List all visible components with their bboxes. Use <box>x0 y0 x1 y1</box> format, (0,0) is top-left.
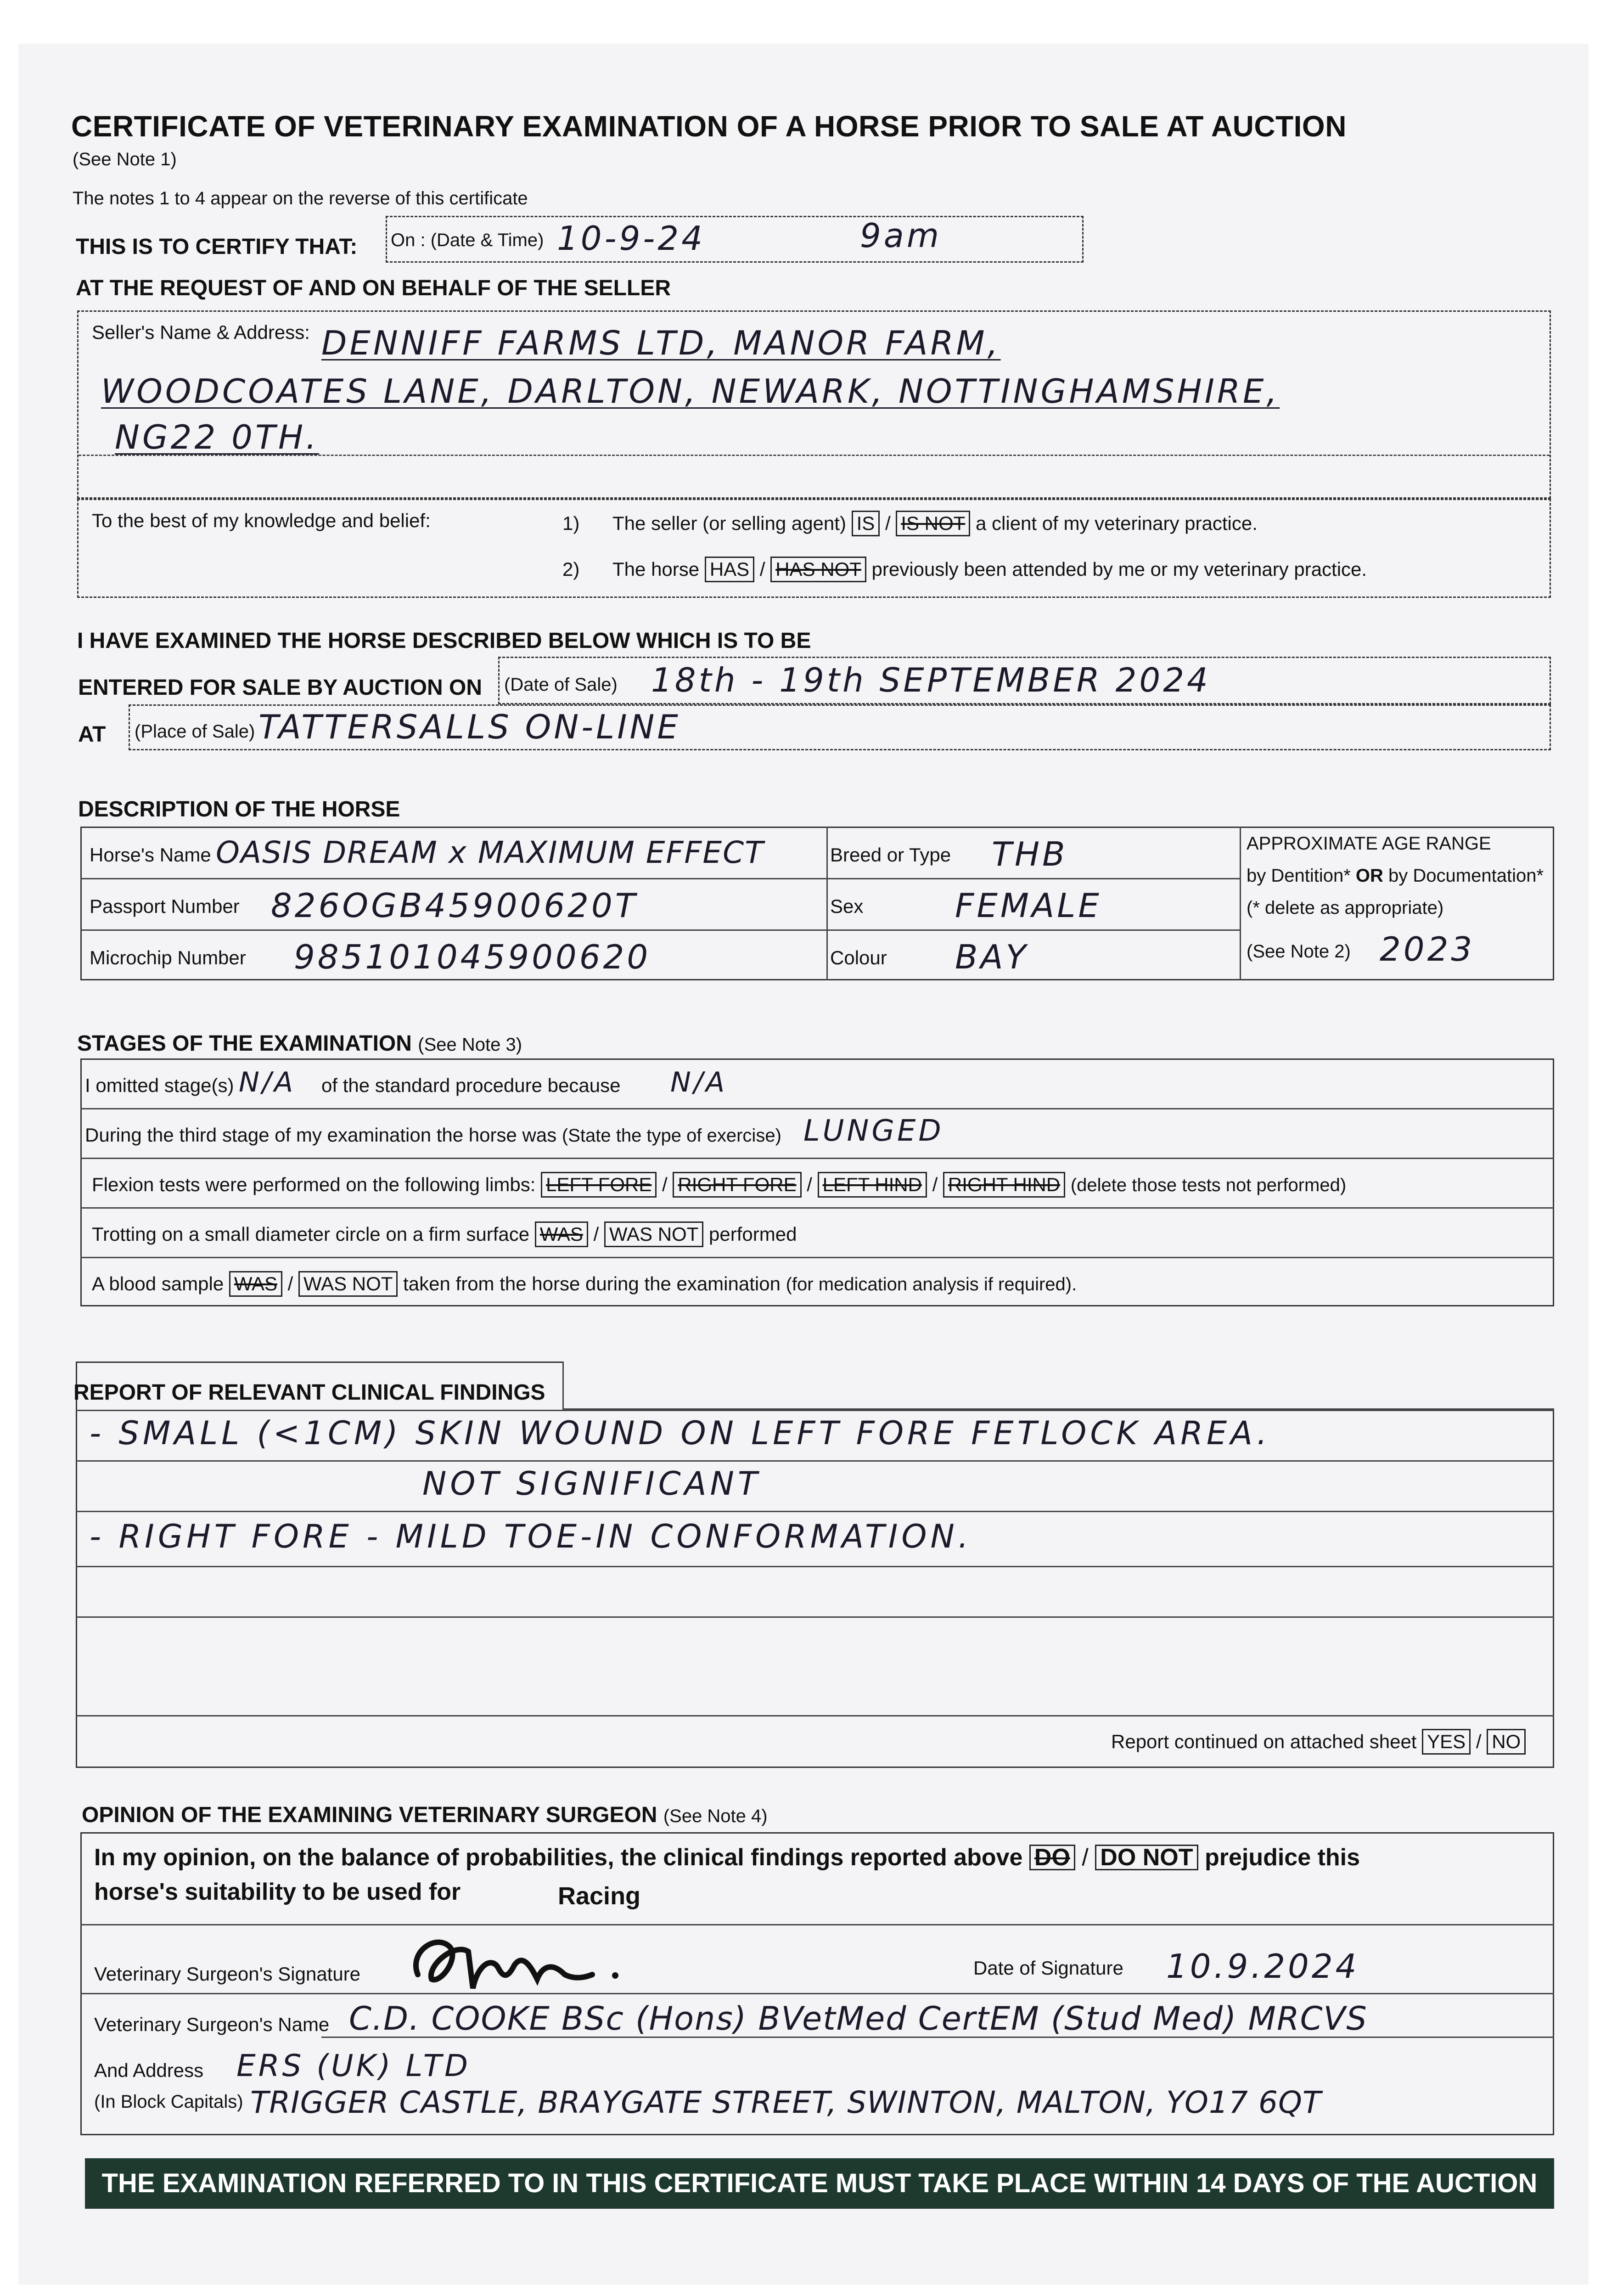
flex-sep-2: / <box>807 1174 812 1195</box>
knowledge-label: To the best of my knowledge and belief: <box>92 510 431 531</box>
trot-row <box>92 1221 797 1247</box>
age-value[interactable]: 2023 <box>1380 930 1475 968</box>
opinion-statement-line-2: horse's suitability to be used for <box>94 1879 461 1905</box>
trot-post: performed <box>709 1223 797 1245</box>
flex-note: (delete those tests not performed) <box>1070 1175 1347 1195</box>
item2-num: 2) <box>562 558 580 580</box>
blood-was-option[interactable]: WAS <box>229 1271 282 1297</box>
passport-value[interactable]: 826OGB45900620T <box>271 886 638 925</box>
seller-line-1[interactable]: DENNIFF FARMS LTD, MANOR FARM, <box>321 324 1001 362</box>
age-heading: APPROXIMATE AGE RANGE <box>1247 833 1491 854</box>
stages-row-divider-1 <box>80 1108 1554 1109</box>
flex-left-hind-option[interactable]: LEFT HIND <box>818 1172 927 1198</box>
request-heading: AT THE REQUEST OF AND ON BEHALF OF THE SELLER <box>76 276 671 300</box>
breed-value[interactable]: THB <box>992 835 1068 873</box>
opinion-see-note: (See Note 4) <box>663 1806 768 1826</box>
trot-was-option[interactable]: WAS <box>535 1221 588 1247</box>
stages-row-divider-3 <box>80 1207 1554 1209</box>
opinion-divider-1 <box>80 1924 1554 1925</box>
item1-num: 1) <box>562 512 580 534</box>
third-stage-label: During the third stage of my examination the horse was <box>85 1124 557 1146</box>
age-by-documentation[interactable]: by Documentation* <box>1388 866 1544 886</box>
breed-label: Breed or Type <box>830 844 951 866</box>
knowledge-item-2 <box>562 557 1367 582</box>
examined-heading: I HAVE EXAMINED THE HORSE DESCRIBED BELOW WHICH IS TO BE <box>77 629 811 653</box>
knowledge-item-1 <box>562 511 1258 536</box>
age-see-note: (See Note 2) <box>1247 941 1351 962</box>
horse-has-not-option[interactable]: HAS NOT <box>770 557 866 582</box>
continued-sep: / <box>1476 1731 1482 1752</box>
stages-row-divider-4 <box>80 1257 1554 1258</box>
date-of-signature-label: Date of Signature <box>973 1957 1123 1979</box>
opinion-sep: / <box>1082 1844 1089 1871</box>
signature-image[interactable] <box>399 1924 638 1998</box>
trot-sep: / <box>593 1223 599 1245</box>
report-heading: REPORT OF RELEVANT CLINICAL FINDINGS <box>73 1380 545 1405</box>
continued-yes-option[interactable]: YES <box>1422 1729 1471 1755</box>
date-of-sale-label: (Date of Sale) <box>504 675 618 695</box>
address-label: And Address <box>94 2060 204 2081</box>
omitted-label: I omitted stage(s) <box>85 1075 234 1096</box>
age-method <box>1247 866 1544 886</box>
opinion-statement <box>94 1844 1360 1871</box>
report-line-3 <box>76 1566 1554 1567</box>
address-line-2[interactable]: TRIGGER CASTLE, BRAYGATE STREET, SWINTON, MALTON, YO17 6QT <box>250 2085 1322 2120</box>
opinion-use-value[interactable]: Racing <box>558 1882 641 1910</box>
vet-name-value[interactable]: C.D. COOKE BSc (Hons) BVetMed CertEM (Stud Med) MRCVS <box>349 2000 1368 2037</box>
horse-name-value[interactable]: OASIS DREAM x MAXIMUM EFFECT <box>216 835 764 870</box>
at-label: AT <box>78 722 106 747</box>
omitted-because: of the standard procedure because <box>321 1075 621 1096</box>
address-block-label: (In Block Capitals) <box>94 2092 243 2112</box>
seller-is-not-option[interactable]: IS NOT <box>896 511 970 536</box>
desc-col-divider-2 <box>1240 827 1241 980</box>
date-of-signature-value[interactable]: 10.9.2024 <box>1166 1947 1359 1986</box>
notes-line: The notes 1 to 4 appear on the reverse of this certificate <box>73 188 528 208</box>
vet-name-underline <box>321 2037 1554 2038</box>
age-or: OR <box>1355 866 1383 886</box>
flexion-label: Flexion tests were performed on the following limbs: <box>92 1174 536 1195</box>
report-header-blank <box>562 1362 1554 1410</box>
age-by-dentition[interactable]: by Dentition* <box>1247 866 1351 886</box>
flex-right-fore-option[interactable]: RIGHT FORE <box>673 1172 801 1198</box>
place-of-sale-label: (Place of Sale) <box>135 721 255 742</box>
signature-label: Veterinary Surgeon's Signature <box>94 1963 361 1985</box>
report-line-2 <box>76 1511 1554 1512</box>
third-stage-row <box>85 1124 781 1146</box>
item1-sep: / <box>885 512 891 534</box>
certificate-title: CERTIFICATE OF VETERINARY EXAMINATION OF A HORSE PRIOR TO SALE AT AUCTION <box>71 110 1347 143</box>
opinion-divider-2 <box>80 1993 1554 1994</box>
desc-row-divider-2 <box>80 929 1240 931</box>
blood-sep: / <box>287 1273 293 1294</box>
horse-name-label: Horse's Name <box>90 844 211 866</box>
see-note-1: (See Note 1) <box>73 149 177 169</box>
colour-label: Colour <box>830 947 887 968</box>
opinion-heading: OPINION OF THE EXAMINING VETERINARY SURGEON <box>82 1803 657 1827</box>
desc-col-divider-1 <box>826 827 828 980</box>
seller-line-3[interactable]: NG22 0TH. <box>115 418 319 456</box>
blood-was-not-option[interactable]: WAS NOT <box>298 1271 398 1297</box>
flex-sep-1: / <box>662 1174 668 1195</box>
stages-title: STAGES OF THE EXAMINATION <box>77 1031 412 1056</box>
blood-hint: (for medication analysis if required). <box>786 1274 1077 1294</box>
stages-row-divider-2 <box>80 1158 1554 1159</box>
seller-divider <box>79 455 1550 456</box>
report-line-0 <box>76 1410 1554 1411</box>
report-continued-row <box>1111 1729 1526 1755</box>
microchip-value[interactable]: 985101045900620 <box>294 938 651 976</box>
horse-has-option[interactable]: HAS <box>705 557 754 582</box>
flex-left-fore-option[interactable]: LEFT FORE <box>541 1172 657 1198</box>
blood-label: A blood sample <box>92 1273 224 1294</box>
report-finding-1[interactable]: - SMALL (<1CM) SKIN WOUND ON LEFT FORE FETLOCK AREA. <box>90 1414 1271 1452</box>
report-finding-3[interactable]: - RIGHT FORE - MILD TOE-IN CONFORMATION. <box>90 1518 972 1555</box>
footer-banner: THE EXAMINATION REFERRED TO IN THIS CERTIFICATE MUST TAKE PLACE WITHIN 14 DAYS OF THE AUCTION <box>85 2158 1554 2209</box>
report-line-5 <box>76 1715 1554 1716</box>
flex-sep-3: / <box>932 1174 938 1195</box>
item1-pre: The seller (or selling agent) <box>612 512 846 534</box>
stages-heading <box>77 1031 522 1056</box>
desc-row-divider-1 <box>80 878 1240 879</box>
passport-label: Passport Number <box>90 895 240 917</box>
opinion-statement-post: prejudice this <box>1204 1844 1360 1871</box>
continued-no-option[interactable]: NO <box>1487 1729 1526 1755</box>
colour-value[interactable]: BAY <box>955 938 1029 976</box>
flexion-row <box>92 1172 1346 1198</box>
item2-pre: The horse <box>612 558 700 580</box>
trot-was-not-option[interactable]: WAS NOT <box>604 1221 703 1247</box>
sex-label: Sex <box>830 895 864 917</box>
seller-label: Seller's Name & Address: <box>92 321 310 343</box>
trot-label: Trotting on a small diameter circle on a firm surface <box>92 1223 530 1245</box>
opinion-do-option[interactable]: DO <box>1029 1845 1075 1870</box>
opinion-statement-pre: In my opinion, on the balance of probabilities, the clinical findings reported above <box>94 1844 1023 1871</box>
certify-label: THIS IS TO CERTIFY THAT: <box>76 235 358 259</box>
report-finding-2[interactable]: NOT SIGNIFICANT <box>422 1465 761 1503</box>
date-of-sale-value: 18th - 19th SEPTEMBER 2024 <box>651 661 1211 699</box>
vet-name-label: Veterinary Surgeon's Name <box>94 2014 330 2035</box>
opinion-do-not-option[interactable]: DO NOT <box>1095 1845 1198 1870</box>
item2-post: previously been attended by me or my veterinary practice. <box>871 558 1367 580</box>
stages-see-note: (See Note 3) <box>418 1035 522 1055</box>
omitted-value[interactable]: N/A <box>239 1066 296 1098</box>
blood-post: taken from the horse during the examination <box>403 1273 781 1294</box>
continued-label: Report continued on attached sheet <box>1111 1731 1417 1752</box>
on-date-time-field[interactable] <box>386 216 1084 263</box>
third-stage-value[interactable]: LUNGED <box>803 1114 944 1148</box>
on-label: On : (Date & Time) <box>391 230 544 250</box>
blood-row <box>92 1271 1077 1297</box>
age-delete-note: (* delete as appropriate) <box>1247 898 1444 918</box>
entered-label: ENTERED FOR SALE BY AUCTION ON <box>78 675 483 700</box>
place-of-sale-field[interactable] <box>129 704 1551 750</box>
on-time-value: 9am <box>860 216 942 255</box>
omitted-reason[interactable]: N/A <box>670 1066 728 1098</box>
on-date-value: 10-9-24 <box>557 219 706 258</box>
date-of-sale-field[interactable] <box>498 657 1551 704</box>
item1-post: a client of my veterinary practice. <box>976 512 1258 534</box>
report-line-4 <box>76 1616 1554 1618</box>
sex-value[interactable]: FEMALE <box>955 886 1102 925</box>
seller-line-2[interactable]: WOODCOATES LANE, DARLTON, NEWARK, NOTTINGHAMSHIRE, <box>101 372 1280 411</box>
third-stage-hint: (State the type of exercise) <box>562 1125 781 1146</box>
microchip-label: Microchip Number <box>90 947 246 968</box>
seller-is-option[interactable]: IS <box>852 511 880 536</box>
address-line-1[interactable]: ERS (UK) LTD <box>236 2048 471 2083</box>
place-of-sale-value: TATTERSALLS ON-LINE <box>258 708 681 746</box>
opinion-heading-row <box>82 1802 768 1828</box>
report-line-1 <box>76 1460 1554 1462</box>
description-heading: DESCRIPTION OF THE HORSE <box>78 797 400 822</box>
item2-sep: / <box>759 558 765 580</box>
flex-right-hind-option[interactable]: RIGHT HIND <box>943 1172 1065 1198</box>
